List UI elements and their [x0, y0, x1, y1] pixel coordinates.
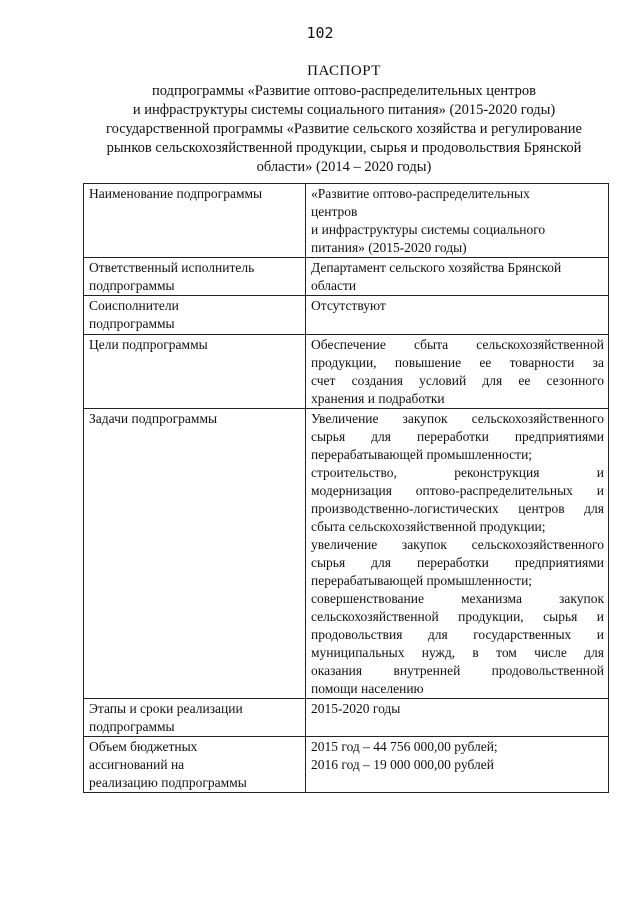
- label-line: подпрограммы: [89, 719, 175, 734]
- value-line: сырья для переработки предприятиями: [311, 555, 604, 570]
- value-line: перерабатывающей промышленности;: [311, 447, 533, 462]
- page-number: 102: [306, 24, 334, 42]
- label-line: Этапы и сроки реализации: [89, 701, 243, 716]
- table-row-name: [84, 184, 609, 258]
- subtitle-line: и инфраструктуры системы социального питания» (2015-2020 годы): [132, 102, 556, 118]
- label-line: Объем бюджетных: [89, 739, 198, 754]
- value-line: «Развитие оптово-распределительных: [311, 186, 530, 201]
- value-line: сбыта сельскохозяйственной продукции;: [311, 519, 546, 534]
- label-line: Соисполнители: [89, 298, 179, 313]
- row-label: [84, 737, 306, 793]
- subtitle-line: подпрограммы «Развитие оптово-распределительных центров: [151, 83, 537, 99]
- value-line: 2016 год – 19 000 000,00 рублей: [311, 757, 494, 772]
- row-value: [306, 296, 609, 335]
- label-line: Цели подпрограммы: [89, 337, 208, 352]
- row-value: [306, 699, 609, 737]
- value-line: продовольствия для государственных и: [311, 627, 604, 642]
- value-line: 2015-2020 годы: [311, 701, 401, 716]
- row-value: [306, 258, 609, 296]
- value-line: производственно-логистических центров для: [311, 501, 604, 516]
- table-row-goals: [84, 335, 609, 409]
- subtitle-line: рынков сельскохозяйственной продукции, сырья и продовольствия Брянской: [106, 140, 582, 156]
- value-line: помощи населению: [311, 681, 424, 696]
- value-line: сельскохозяйственной продукции, сырья и: [311, 609, 604, 624]
- row-label: [84, 258, 306, 296]
- value-line: совершенствование механизма закупок: [311, 591, 604, 606]
- value-line: 2015 год – 44 756 000,00 рублей;: [311, 739, 498, 754]
- label-line: подпрограммы: [89, 316, 175, 331]
- value-line: области: [311, 278, 357, 293]
- passport-table: [83, 183, 609, 793]
- row-value: [306, 737, 609, 793]
- value-line: сырья для переработки предприятиями: [311, 429, 604, 444]
- value-line: строительство, реконструкция и: [311, 465, 604, 480]
- value-line: питания» (2015-2020 годы): [311, 240, 467, 255]
- table-row-budget: [84, 737, 609, 793]
- label-line: Ответственный исполнитель: [89, 260, 255, 275]
- document-title: ПАСПОРТ: [307, 63, 381, 79]
- label-line: подпрограммы: [89, 278, 175, 293]
- value-line: Департамент сельского хозяйства Брянской: [311, 260, 562, 275]
- row-label: [84, 335, 306, 409]
- row-label: [84, 699, 306, 737]
- table-row-tasks: [84, 409, 609, 699]
- value-line: Увеличение закупок сельскохозяйственного: [311, 411, 604, 426]
- table-row-stages: [84, 699, 609, 737]
- label-line: реализацию подпрограммы: [89, 775, 247, 790]
- value-line: счет создания условий для ее сезонного: [311, 373, 604, 388]
- value-line: продукции, повышение ее товарности за: [311, 355, 604, 370]
- table-row-executor: [84, 258, 609, 296]
- row-label: [84, 409, 306, 699]
- value-line: центров: [311, 204, 358, 219]
- value-line: хранения и подработки: [311, 391, 445, 406]
- row-value: [306, 184, 609, 258]
- label-line: Задачи подпрограммы: [89, 411, 218, 426]
- row-label: [84, 184, 306, 258]
- row-value: [306, 335, 609, 409]
- passport-header: [80, 62, 608, 177]
- label-line: Наименование подпрограммы: [89, 186, 263, 201]
- value-line: и инфраструктуры системы социального: [311, 222, 546, 237]
- value-line: модернизация оптово-распределительных и: [311, 483, 604, 498]
- label-line: ассигнований на: [89, 757, 185, 772]
- value-line: Обеспечение сбыта сельскохозяйственной: [311, 337, 604, 352]
- row-value: [306, 409, 609, 699]
- value-line: перерабатывающей промышленности;: [311, 573, 533, 588]
- subtitle-line: области» (2014 – 2020 годы): [256, 159, 432, 175]
- value-line: оказания внутренней продовольственной: [311, 663, 604, 678]
- value-line: Отсутствуют: [311, 298, 386, 313]
- row-label: [84, 296, 306, 335]
- value-line: муниципальных нужд, в том числе для: [311, 645, 604, 660]
- subtitle-line: государственной программы «Развитие сельского хозяйства и регулирование: [106, 121, 582, 137]
- table-row-coexecutors: [84, 296, 609, 335]
- value-line: увеличение закупок сельскохозяйственного: [311, 537, 604, 552]
